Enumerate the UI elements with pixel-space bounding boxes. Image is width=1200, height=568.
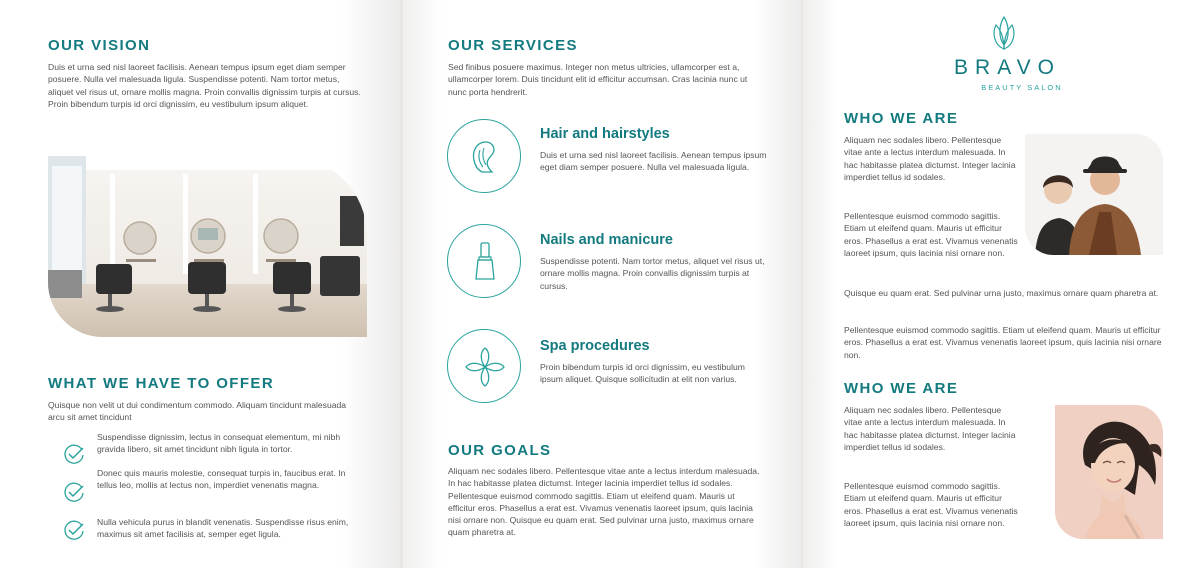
goals-heading: OUR GOALS: [448, 442, 552, 459]
who1-paragraph-3: Quisque eu quam erat. Sed pulvinar urna justo, maximus ornare quam pharetra at.: [844, 288, 1159, 298]
left-panel: [0, 0, 400, 568]
offer-item-3: Nulla vehicula purus in blandit venenatis. Suspendisse risus enim, maximus sit amet facilisis at, semper eget ligula.: [97, 517, 349, 540]
hair-service-icon-ring: [447, 119, 521, 193]
who-heading-1: WHO WE ARE: [844, 110, 959, 127]
offer-heading: WHAT WE HAVE TO OFFER: [48, 375, 275, 392]
lotus-icon: [448, 330, 522, 404]
brand-name: BRAVO: [954, 56, 1061, 79]
hair-icon: [448, 120, 522, 194]
stylists-photo: [1025, 134, 1163, 255]
who-heading-2: WHO WE ARE: [844, 380, 959, 397]
nails-service-icon-ring: [447, 224, 521, 298]
goals-text: Aliquam nec sodales libero. Pellentesque vitae ante a lectus interdum malesuada. In hac habitasse platea dictumst. Integer lacinia imperdiet tellus id sodales. Pellentesque euismod commodo sagittis. Etiam ut eleifend quam. Mauris ut efficitur eros. Phasellus a erat est. Vivamus venenatis laoreet ipsum, quis lacinia nisi ornare non. Quisque eu quam erat. Sed pulvinar urna justo, maximus ornare quam pharetra at.: [448, 466, 760, 538]
offer-intro: Quisque non velit ut dui condimentum commodo. Aliquam tincidunt malesuada arcu sit amet tincidunt: [48, 400, 347, 423]
services-heading: OUR SERVICES: [448, 37, 578, 54]
offer-item-1: Suspendisse dignissim, lectus in consequat elementum, mi nibh gravida libero, sit amet tincidunt nibh ligula in tortor.: [97, 432, 341, 455]
who2-paragraph-1: Aliquam nec sodales libero. Pellentesque vitae ante a lectus interdum malesuada. In hac habitasse platea dictumst. Integer lacinia imperdiet tellus id sodales.: [844, 405, 1016, 452]
service-text-hair: Duis et urna sed nisl laoreet facilisis. Aenean tempus ipsum eget diam semper posuere. Nulla vel malesuada ligula.: [540, 150, 767, 173]
vision-text: Duis et urna sed nisl laoreet facilisis. Aenean tempus ipsum eget diam semper posuere. Nulla vel malesuada ligula. Suspendisse potenti. Nam tortor metus, aliquet vel risus ut, ornare mollis magna. Proin convallis dignissim turpis at cursus. Proin bibendum turpis id orci dignissim, eu vestibulum ipsum aliquet.: [48, 62, 361, 109]
spa-service-icon-ring: [447, 329, 521, 403]
leaf-logo-icon: [986, 15, 1022, 51]
woman-portrait-photo: [1055, 405, 1163, 539]
brand-tagline: BEAUTY SALON: [981, 83, 1063, 92]
check-circle-icon: [63, 481, 85, 503]
offer-item-2: Donec quis mauris molestie, consequat turpis in, faucibus erat. In tellus leo, mollis at lectus non, imperdiet venenatis magna.: [97, 468, 346, 491]
salon-interior-photo: [48, 156, 367, 337]
service-title-nails: Nails and manicure: [540, 232, 673, 248]
who2-paragraph-2: Pellentesque euismod commodo sagittis. Etiam ut eleifend quam. Mauris ut efficitur eros. Phasellus a erat est. Vivamus venenatis laoreet ipsum, quis lacinia nisi ornare non.: [844, 481, 1018, 528]
nail-polish-icon: [448, 225, 522, 299]
middle-panel: [403, 0, 801, 568]
services-intro: Sed finibus posuere maximus. Integer non metus ultricies, ullamcorper est a, ullamcorper lorem. Duis tincidunt elit id efficitur accumsan. Cras lacinia nunc ut nunc porta hendrerit.: [448, 62, 748, 97]
service-text-nails: Suspendisse potenti. Nam tortor metus, aliquet vel risus ut, ornare mollis magna. Proin convallis dignissim turpis at cursus.: [540, 256, 765, 291]
service-title-spa: Spa procedures: [540, 338, 650, 354]
right-panel: [803, 0, 1200, 568]
check-circle-icon: [63, 519, 85, 541]
service-text-spa: Proin bibendum turpis id orci dignissim, eu vestibulum ipsum aliquet. Quisque sollicitudin at elit non varius.: [540, 362, 745, 385]
service-title-hair: Hair and hairstyles: [540, 126, 670, 142]
vision-heading: OUR VISION: [48, 37, 151, 54]
check-circle-icon: [63, 443, 85, 465]
who1-paragraph-2: Pellentesque euismod commodo sagittis. Etiam ut eleifend quam. Mauris ut efficitur eros. Phasellus a erat est. Vivamus venenatis laoreet ipsum, quis lacinia nisi ornare non.: [844, 211, 1018, 258]
who1-paragraph-4: Pellentesque euismod commodo sagittis. Etiam ut eleifend quam. Mauris ut efficitur eros. Phasellus a erat est. Vivamus venenatis laoreet ipsum, quis lacinia nisi ornare non.: [844, 325, 1162, 360]
who1-paragraph-1: Aliquam nec sodales libero. Pellentesque vitae ante a lectus interdum malesuada. In hac habitasse platea dictumst. Integer lacinia imperdiet tellus id sodales.: [844, 135, 1016, 182]
